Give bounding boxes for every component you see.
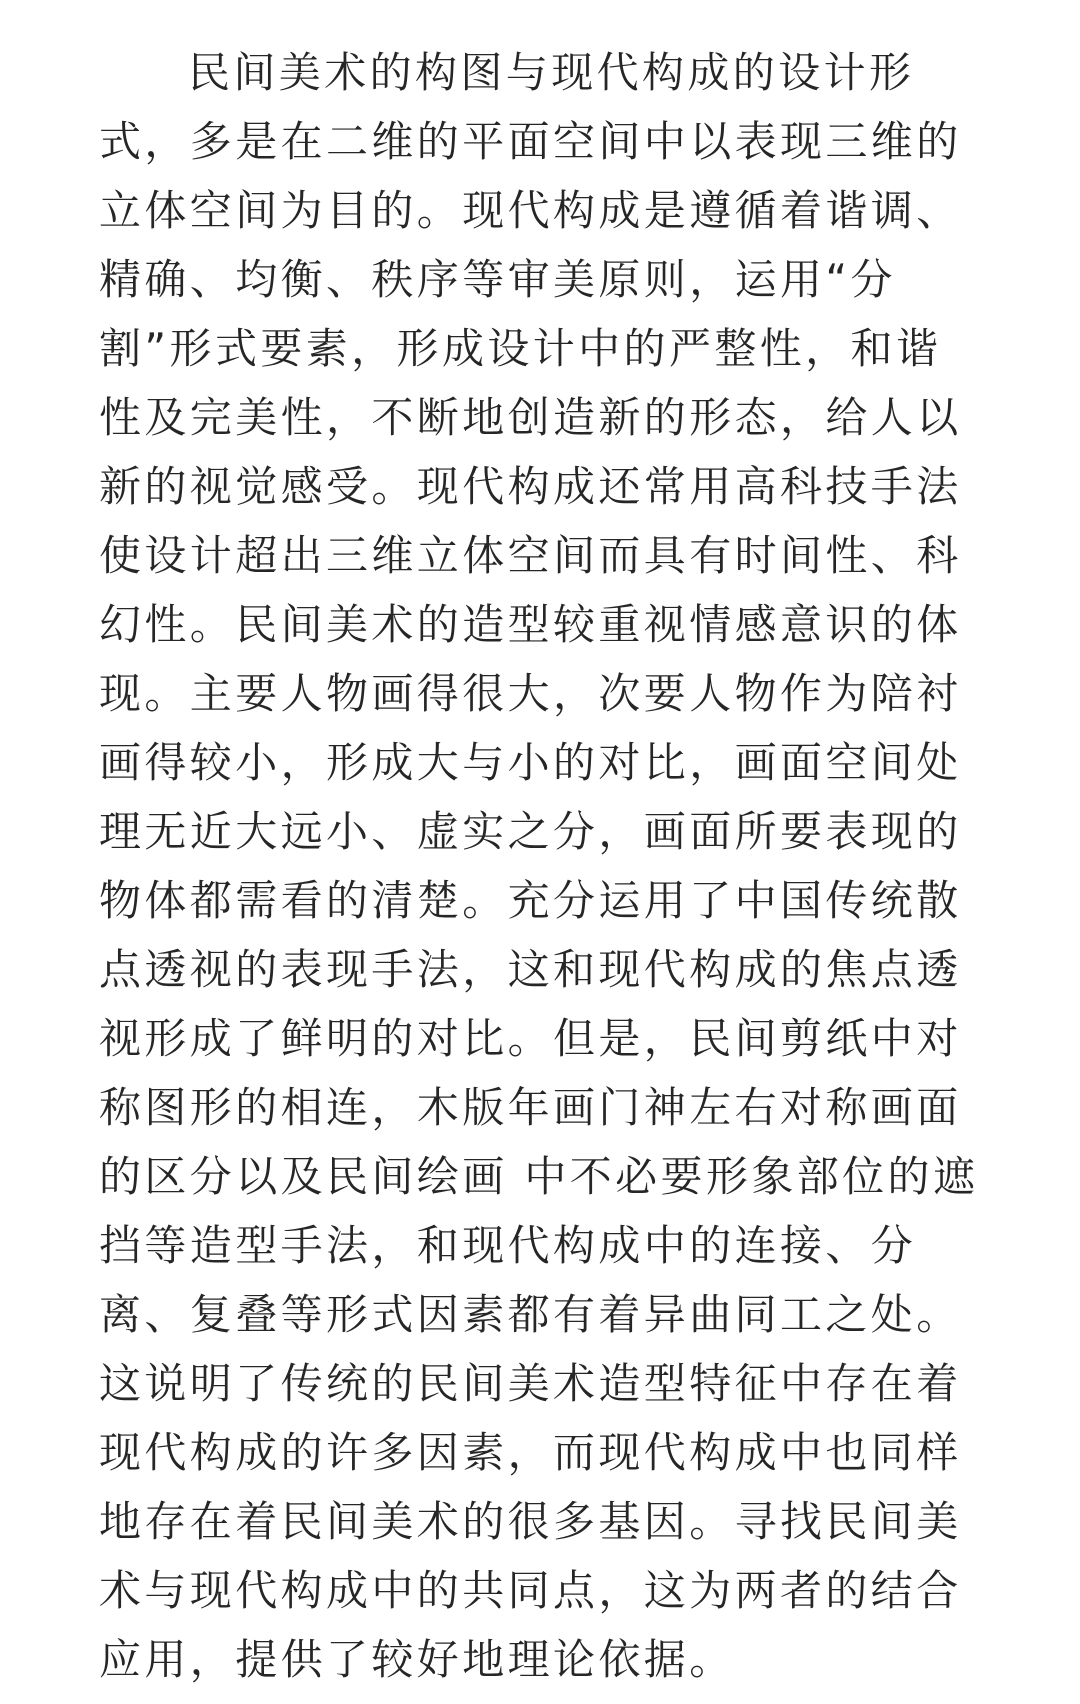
- text-line: 这说明了传统的民间美术造型特征中存在着: [99, 1359, 962, 1408]
- text-line: 民间美术的构图与现代构成的设计形: [188, 48, 915, 97]
- text-line: 的区分以及民间绘画 中不必要形象部位的遮: [99, 1152, 979, 1201]
- text-line: 视形成了鲜明的对比。但是，民间剪纸中对: [99, 1014, 962, 1063]
- text-line: 地存在着民间美术的很多基因。寻找民间美: [99, 1497, 962, 1546]
- text-line: 离、复叠等形式因素都有着异曲同工之处。: [99, 1290, 962, 1339]
- text-line: 应用，提供了较好地理论依据。: [99, 1635, 735, 1684]
- text-line: 式，多是在二维的平面空间中以表现三维的: [99, 117, 962, 166]
- text-line: 现代构成的许多因素，而现代构成中也同样: [99, 1428, 962, 1477]
- text-line: 称图形的相连，木版年画门神左右对称画面: [99, 1083, 962, 1132]
- text-line: 挡等造型手法，和现代构成中的连接、分: [99, 1221, 917, 1270]
- text-line: 精确、均衡、秩序等审美原则，运用“分: [99, 255, 896, 304]
- text-line: 术与现代构成中的共同点，这为两者的结合: [99, 1566, 962, 1615]
- text-line: 性及完美性，不断地创造新的形态，给人以: [99, 393, 962, 442]
- text-line: 割”形式要素，形成设计中的严整性，和谐: [99, 324, 942, 373]
- text-line: 画得较小，形成大与小的对比，画面空间处: [99, 738, 962, 787]
- text-line: 现。主要人物画得很大，次要人物作为陪衬: [99, 669, 962, 718]
- text-line: 点透视的表现手法，这和现代构成的焦点透: [99, 945, 962, 994]
- article-body: [99, 38, 995, 1694]
- text-line: 物体都需看的清楚。充分运用了中国传统散: [99, 876, 962, 925]
- text-line: 立体空间为目的。现代构成是遵循着谐调、: [99, 186, 962, 235]
- text-line: 使设计超出三维立体空间而具有时间性、科: [99, 531, 962, 580]
- text-line: 理无近大远小、虚实之分，画面所要表现的: [99, 807, 962, 856]
- text-line: 幻性。民间美术的造型较重视情感意识的体: [99, 600, 962, 649]
- text-line: 新的视觉感受。现代构成还常用高科技手法: [99, 462, 962, 511]
